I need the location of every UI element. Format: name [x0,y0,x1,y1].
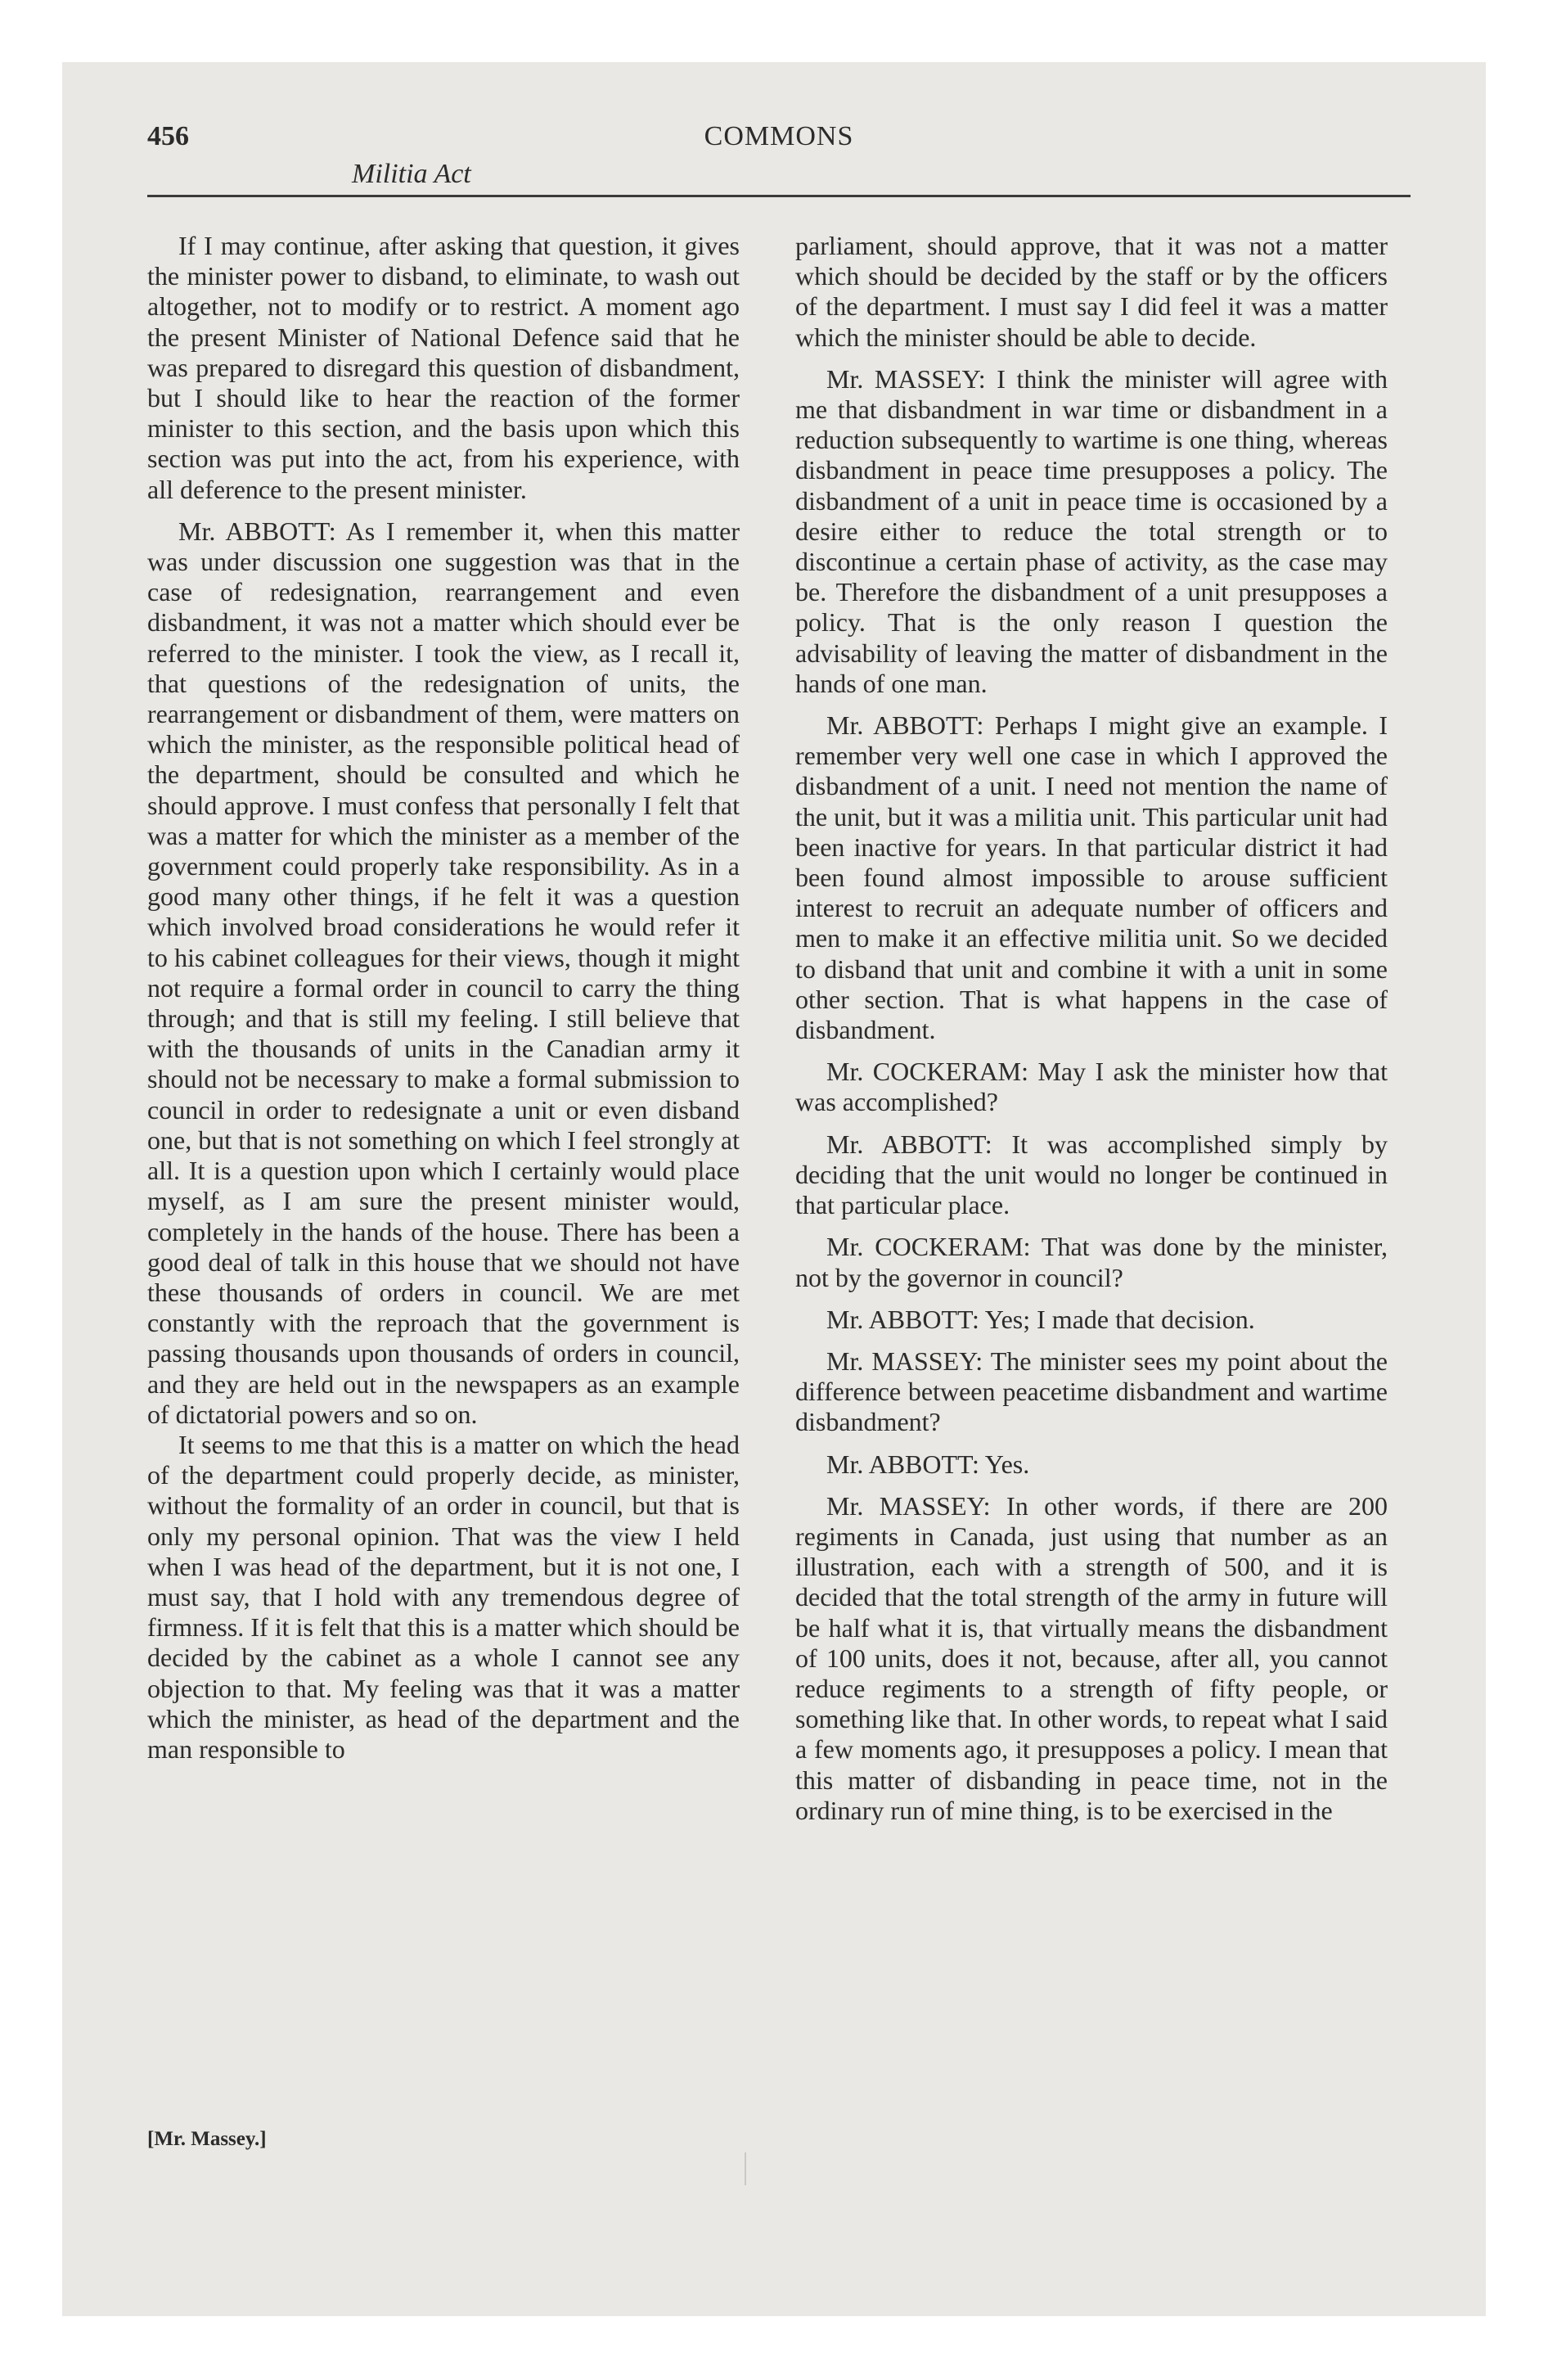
paragraph: If I may continue, after asking that question, it gives the minister power to disband, to eliminate, to wash out altogether, not to modify or to restrict. A moment ago the present Minister of National Defence said that he was prepared to disregard this question of disbandment, but I should like to hear the reaction of the former minister to this section, and the basis upon which this section was put into the act, from his experience, with all deference to the present minister. [147,231,740,504]
paragraph: Mr. ABBOTT: Yes; I made that decision. [826,1304,1255,1334]
section-name: COMMONS [704,121,854,151]
paragraph: Mr. ABBOTT: As I remember it, when this matter was under discussion one suggestion was that in the case of redesignation, rearrangement and even disbandment, it was not a matter which should ever be referred to the minister. I took the view, as I recall it, that questions of the redesignation of units, the rearrangement or disbandment of them, were matters on which the minister, as the responsible political head of the department, should be consulted and which he should approve. I must confess that personally I felt that was a matter for which the minister as a member of the government could properly take responsibility. As in a good many other things, if he felt it was a question which involved broad considerations he would refer it to his cabinet colleagues for their views, though it might not require a formal order in council to carry the thing through; and that is still my feeling. I still believe that with the thousands of units in the Canadian army it should not be necessary to make a formal submission to council in order to redesignate a unit or even disband one, but that is not something on which I feel strongly at all. It is a question upon which I certainly would place myself, as I am sure the present minister would, completely in the hands of the house. There has been a good deal of talk in this house that we should not have these thousands of orders in council. We are met constantly with the reproach that the government is passing thousands upon thousands of orders in council, and they are held out in the newspapers as an example of dictatorial powers and so on. [147,516,740,1429]
left-column [147,231,740,1765]
running-title: Militia Act [352,159,471,189]
speaker-tag: [Mr. Massey.] [147,2128,267,2150]
paragraph: It seems to me that this is a matter on which the head of the department could properly decide, as minister, without the formality of an order in council, but that is only my personal opinion. That was the view I held when I was head of the department, but it is not one, I must say, that I hold with any tremendous degree of firmness. If it is felt that this is a matter which should be decided by the cabinet as a whole I cannot see any objection to that. My feeling was that it was a matter which the minister, as head of the department and the man responsible to [147,1429,740,1764]
paragraph: Mr. MASSEY: The minister sees my point about the difference between peacetime disbandment and wartime disbandment? [795,1346,1388,1437]
paragraph: Mr. COCKERAM: May I ask the minister how that was accomplished? [795,1057,1388,1117]
header-rule [147,195,1411,197]
paragraph: parliament, should approve, that it was not a matter which should be decided by the staff or by the officers of the department. I must say I did feel it was a matter which the minister should be able to decide. [795,231,1388,352]
paragraph: Mr. ABBOTT: Yes. [826,1449,1030,1479]
gutter-mark [745,2152,746,2185]
paragraph: Mr. COCKERAM: That was done by the minister, not by the governor in council? [795,1232,1388,1292]
paragraph: Mr. MASSEY: I think the minister will agree with me that disbandment in war time or disbandment in a reduction subsequently to wartime is one thing, whereas disbandment in peace time presupposes a policy. The disbandment of a unit in peace time is occasioned by a desire either to reduce the total strength or to discontinue a certain phase of activity, as the case may be. Therefore the disbandment of a unit presupposes a policy. That is the only reason I question the advisability of leaving the matter of disbandment in the hands of one man. [795,363,1388,698]
right-column [795,231,1388,1826]
page-header [147,121,1411,200]
paragraph: Mr. ABBOTT: Perhaps I might give an example. I remember very well one case in which I approved the disbandment of a unit. I need not mention the name of the unit, but it was a militia unit. This particular unit had been inactive for years. In that particular district it had been found almost impossible to arouse sufficient interest to recruit an adequate number of officers and men to make it an effective militia unit. So we decided to disband that unit and combine it with a unit in some other section. That is what happens in the case of disbandment. [795,710,1388,1045]
paragraph: Mr. MASSEY: In other words, if there are 200 regiments in Canada, just using that number as an illustration, each with a strength of 500, and it is decided that the total strength of the army in future will be half what it is, that virtually means the disbandment of 100 units, does it not, because, after all, you cannot reduce regiments to a strength of fifty people, or something like that. In other words, to repeat what I said a few moments ago, it presupposes a policy. I mean that this matter of disbanding in peace time, not in the ordinary run of mine thing, is to be exercised in the [795,1490,1388,1825]
paragraph: Mr. ABBOTT: It was accomplished simply by deciding that the unit would no longer be continued in that particular place. [795,1129,1388,1220]
page-number: 456 [147,121,189,151]
